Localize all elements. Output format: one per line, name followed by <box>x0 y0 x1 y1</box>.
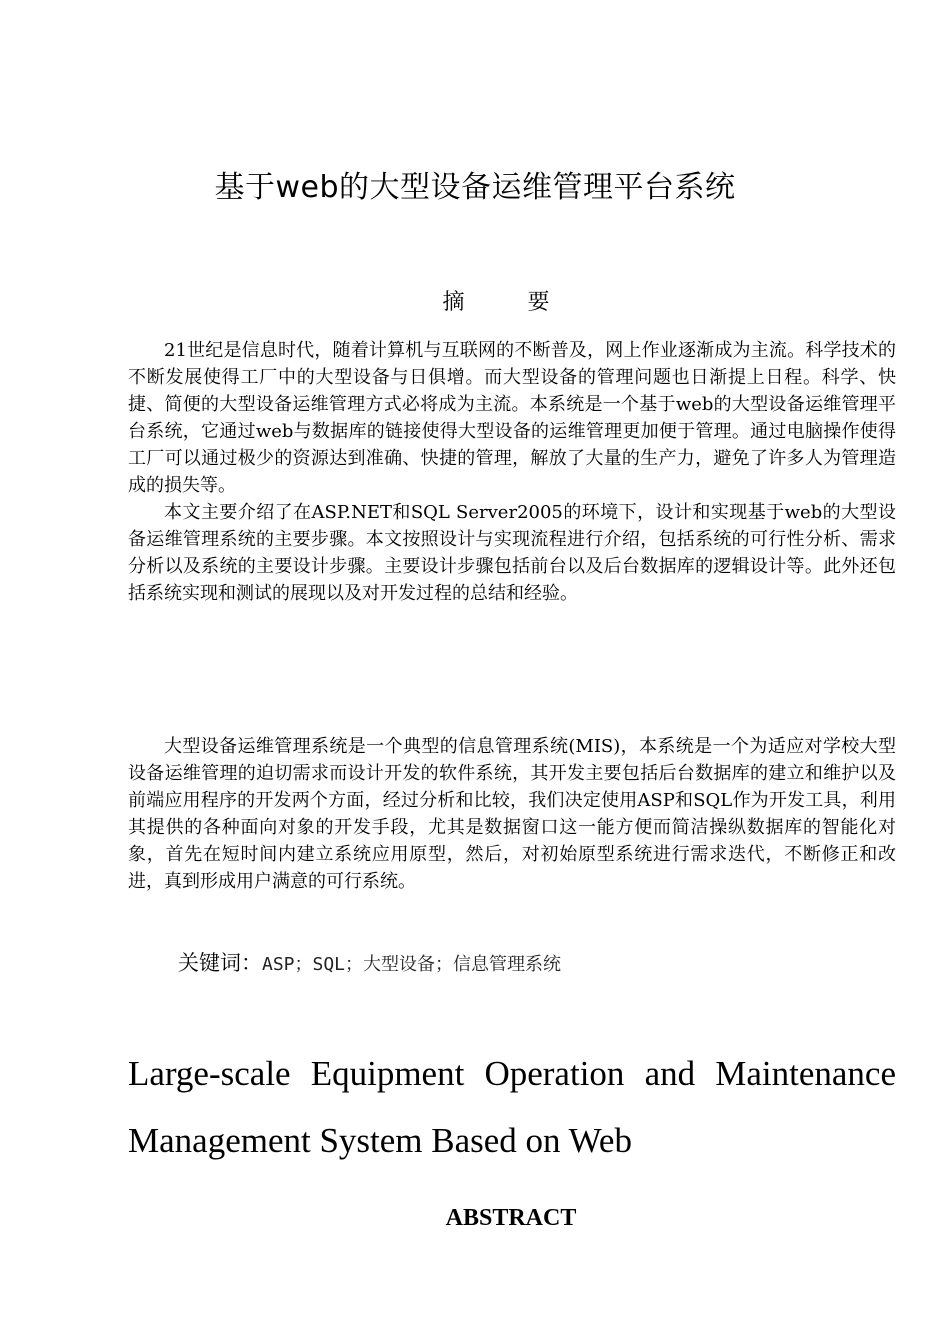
english-abstract-heading: ABSTRACT <box>445 1205 577 1231</box>
keywords-label: 关键词： <box>178 951 262 975</box>
keywords-line <box>178 948 561 980</box>
abstract-body-first <box>128 337 896 607</box>
abstract-paragraph-1: 21世纪是信息时代，随着计算机与互联网的不断普及，网上作业逐渐成为主流。科学技术的不断发展使得工厂中的大型设备与日俱增。而大型设备的管理问题也日渐提上日程。科学、快捷、简便的大型设备运维管理方式必将成为主流。本系统是一个基于web的大型设备运维管理平台系统，它通过web与数据库的链接使得大型设备的运维管理更加便于管理。通过电脑操作使得工厂可以通过极少的资源达到准确、快捷的管理，解放了大量的生产力，避免了许多人为管理造成的损失等。 <box>128 340 896 496</box>
english-title: Large-scale Equipment Operation and Maintenance Management System Based on Web <box>128 1054 896 1160</box>
abstract-paragraph-2: 本文主要介绍了在ASP.NET和SQL Server2005的环境下，设计和实现基于web的大型设备运维管理系统的主要步骤。本文按照设计与实现流程进行介绍，包括系统的可行性分析、需求分析以及系统的主要设计步骤。主要设计步骤包括前台以及后台数据库的逻辑设计等。此外还包括系统实现和测试的展现以及对开发过程的总结和经验。 <box>128 502 896 604</box>
chinese-abstract-heading: 摘 要 <box>442 290 578 315</box>
abstract-paragraph-3: 大型设备运维管理系统是一个典型的信息管理系统(MIS)，本系统是一个为适应对学校大型设备运维管理的迫切需求而设计开发的软件系统，其开发主要包括后台数据库的建立和维护以及前端应用程序的开发两个方面，经过分析和比较，我们决定使用ASP和SQL作为开发工具，利用其提供的各种面向对象的开发手段，尤其是数据窗口这一能方便而简洁操纵数据库的智能化对象，首先在短时间内建立系统应用原型，然后，对初始原型系统进行需求迭代，不断修正和改进，真到形成用户满意的可行系统。 <box>128 736 896 892</box>
abstract-body-second <box>128 733 896 895</box>
keywords-value: ASP；SQL；大型设备；信息管理系统 <box>262 954 562 975</box>
chinese-title: 基于web的大型设备运维管理平台系统 <box>214 170 736 205</box>
